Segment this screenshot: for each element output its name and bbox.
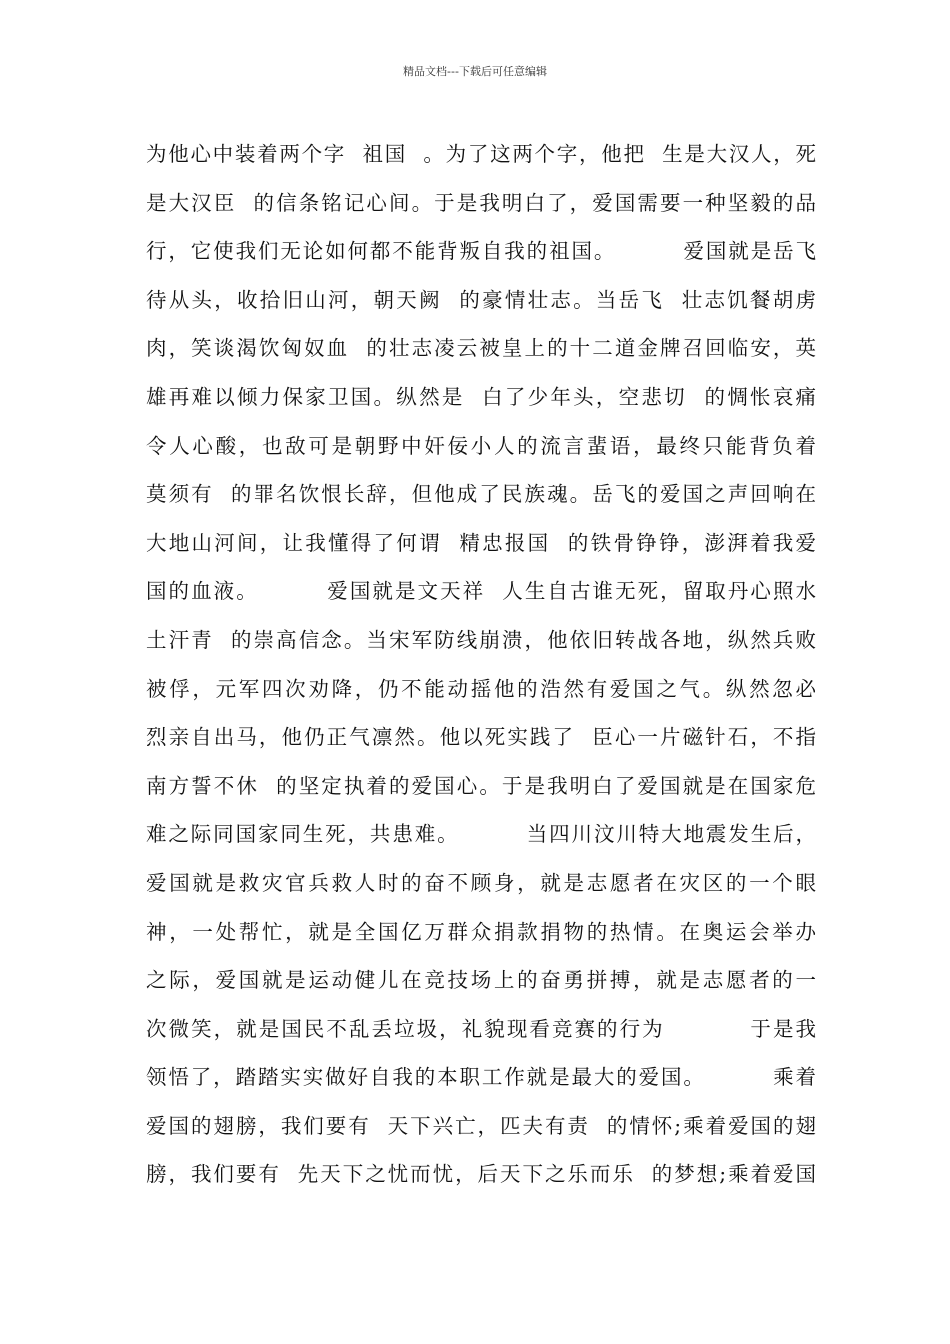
text-line: 土汗青 的崇高信念。当宋军防线崩溃，他依旧转战各地，纵然兵败 (146, 627, 816, 652)
text-line: 神，一处帮忙，就是全国亿万群众捐款捐物的热情。在奥运会举办 (146, 919, 816, 944)
page-header: 精品文档---下载后可任意编辑 (403, 65, 547, 78)
text-line: 爱国的翅膀，我们要有 天下兴亡，匹夫有责 的情怀;乘着爱国的翅 (146, 1113, 816, 1138)
text-line: 南方誓不休 的坚定执着的爱国心。于是我明白了爱国就是在国家危 (146, 773, 816, 798)
text-line: 雄再难以倾力保家卫国。纵然是 白了少年头，空悲切 的惆怅哀痛 (146, 384, 816, 409)
text-line: 国的血液。 爱国就是文天祥 人生自古谁无死，留取丹心照水 (146, 579, 816, 604)
text-line: 令人心酸，也敌可是朝野中奸佞小人的流言蜚语，最终只能背负着 (146, 433, 816, 458)
text-line: 次微笑，就是国民不乱丢垃圾，礼貌现看竞赛的行为 于是我 (146, 1016, 816, 1041)
text-line: 难之际同国家同生死，共患难。 当四川汶川特大地震发生后， (146, 822, 816, 847)
text-line: 是大汉臣 的信条铭记心间。于是我明白了，爱国需要一种坚毅的品 (146, 190, 816, 215)
text-line: 膀，我们要有 先天下之忧而忧，后天下之乐而乐 的梦想;乘着爱国 (146, 1162, 816, 1187)
text-line: 烈亲自出马，他仍正气凛然。他以死实践了 臣心一片磁针石，不指 (146, 725, 816, 750)
text-line: 为他心中装着两个字 祖国 。为了这两个字，他把 生是大汉人，死 (146, 142, 816, 166)
text-line: 行，它使我们无论如何都不能背叛自我的祖国。 爱国就是岳飞 (146, 239, 816, 264)
text-line: 领悟了，踏踏实实做好自我的本职工作就是最大的爱国。 乘着 (146, 1065, 816, 1090)
text-line: 大地山河间，让我懂得了何谓 精忠报国 的铁骨铮铮，澎湃着我爱 (146, 530, 816, 555)
body-text (146, 130, 816, 1199)
text-line: 待从头，收拾旧山河，朝天阙 的豪情壮志。当岳飞 壮志饥餐胡虏 (146, 287, 816, 312)
text-line: 莫须有 的罪名饮恨长辞，但他成了民族魂。岳飞的爱国之声回响在 (146, 482, 816, 507)
text-line: 爱国就是救灾官兵救人时的奋不顾身，就是志愿者在灾区的一个眼 (146, 870, 816, 895)
text-line: 之际，爱国就是运动健儿在竞技场上的奋勇拼搏，就是志愿者的一 (146, 968, 816, 993)
text-line: 肉，笑谈渴饮匈奴血 的壮志凌云被皇上的十二道金牌召回临安，英 (146, 336, 816, 361)
text-line: 被俘，元军四次劝降，仍不能动摇他的浩然有爱国之气。纵然忽必 (146, 676, 816, 701)
